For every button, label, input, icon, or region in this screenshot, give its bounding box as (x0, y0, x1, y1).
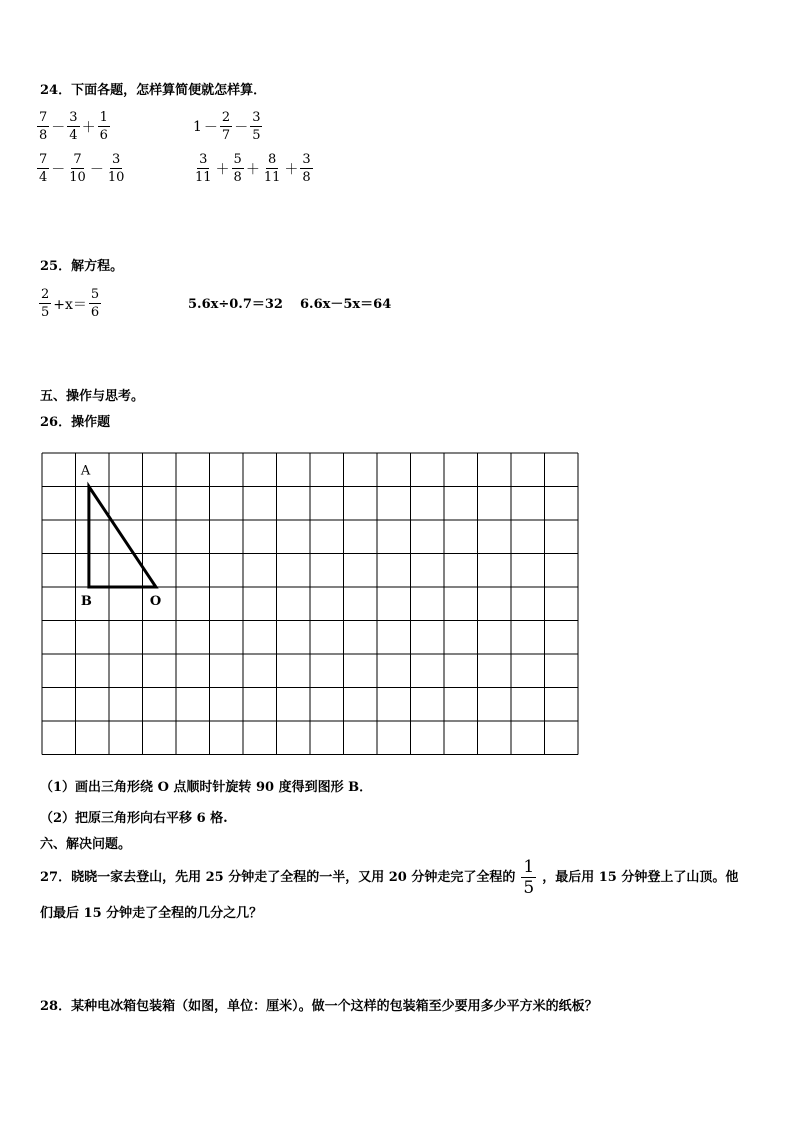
fraction: $\frac{3}{10}$ (107, 152, 125, 185)
vertex-label-b: B (80, 594, 92, 609)
q27-line-2: 们最后 15 分钟走了全程的几分之几？ (40, 906, 263, 921)
q24-expr-3 (36, 152, 127, 185)
q25-equation-2: 5.6x÷0.7＝32 (188, 297, 283, 312)
fraction: $\frac{1}{6}$ (99, 110, 108, 143)
operator: ＋ (81, 119, 96, 136)
fraction: $\frac{5}{8}$ (233, 152, 242, 185)
q27-text-part-2: ，最后用 15 分钟登上了山顶。他 (542, 869, 739, 885)
number: 1 (193, 118, 202, 135)
fraction: $\frac{8}{11}$ (263, 152, 281, 185)
operator: － (89, 161, 104, 178)
q26-sub-question-2: （2）把原三角形向右平移 6 格. (40, 811, 228, 826)
q28-text: 28．某种电冰箱包装箱（如图，单位：厘米）。做一个这样的包装箱至少要用多少平方米的纸板？ (40, 999, 598, 1014)
fraction: $\frac{3}{4}$ (69, 110, 78, 143)
fraction: $\frac{7}{10}$ (69, 152, 86, 185)
q24-title: 24．下面各题，怎样算简便就怎样算． (40, 83, 267, 98)
fraction: $\frac{2}{7}$ (221, 110, 231, 143)
operator: － (51, 119, 66, 136)
q24-expr-4 (192, 152, 314, 185)
q25-equation-3: 6.6x－5x＝64 (300, 297, 392, 312)
operator: － (51, 161, 66, 178)
q27-text-part-1: 27．晓晓一家去登山，先用 25 分钟走了全程的一半，又用 20 分钟走完了全程的 (40, 869, 516, 885)
operator: ＋ (284, 161, 299, 178)
q25-title: 25．解方程。 (40, 259, 124, 274)
fraction: $\frac{7}{8}$ (39, 110, 48, 143)
q25-equation-1 (38, 287, 102, 320)
operator: ＋ (245, 161, 260, 178)
section-6-heading: 六、解决问题。 (40, 837, 132, 852)
fraction: $\frac{7}{4}$ (39, 152, 48, 185)
fraction: $\frac{3}{5}$ (252, 110, 261, 143)
equation-middle: +x＝ (53, 296, 87, 313)
grid-figure (40, 452, 580, 762)
fraction: $\frac{3}{11}$ (195, 152, 212, 185)
operator: － (203, 119, 218, 136)
operator: － (234, 119, 249, 136)
q27-line-1 (40, 858, 738, 897)
vertex-label-o: O (149, 594, 162, 609)
vertex-label-a: A (80, 463, 91, 479)
q26-sub-question-1: （1）画出三角形绕 O 点顺时针旋转 90 度得到图形 B． (40, 780, 373, 795)
grid-lines (42, 453, 578, 755)
triangle (89, 487, 156, 588)
q26-title: 26．操作题 (40, 415, 111, 430)
fraction: $\frac{5}{6}$ (90, 287, 100, 320)
q24-expr-2 (192, 110, 263, 143)
fraction: $\frac{2}{5}$ (41, 287, 50, 320)
section-5-heading: 五、操作与思考。 (40, 389, 145, 404)
fraction: $\frac{1}{5}$ (523, 857, 535, 898)
fraction: $\frac{3}{8}$ (302, 152, 311, 185)
operator: ＋ (215, 161, 230, 178)
q24-expr-1 (36, 110, 111, 143)
